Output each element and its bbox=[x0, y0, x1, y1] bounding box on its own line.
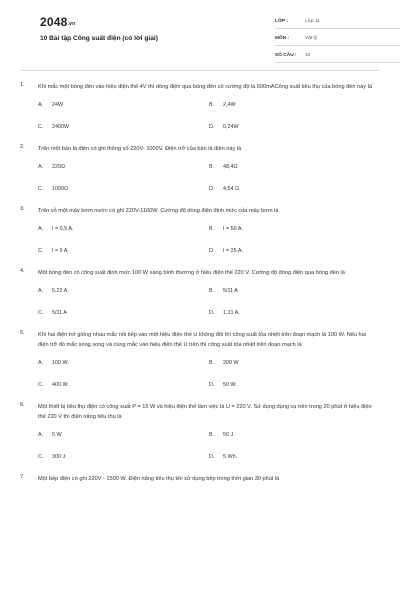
option-text: 50 J. bbox=[223, 432, 235, 438]
question bbox=[20, 402, 380, 464]
question-number: 7. bbox=[20, 474, 25, 480]
option-letter: C. bbox=[38, 310, 44, 316]
option-text: 5,22 A. bbox=[52, 288, 69, 294]
option-text: I = 25 A. bbox=[223, 248, 243, 254]
answer-option[interactable] bbox=[38, 182, 209, 196]
answer-option[interactable] bbox=[38, 284, 209, 298]
answer-option[interactable] bbox=[209, 160, 380, 174]
question-number: 2. bbox=[20, 144, 25, 150]
question bbox=[20, 330, 380, 392]
meta-label: LỚP : bbox=[275, 19, 289, 24]
question bbox=[20, 268, 380, 320]
document-title: 10 Bài tập Công suất điện (có lời giải) bbox=[40, 35, 158, 42]
document-meta bbox=[275, 15, 400, 66]
option-letter: A. bbox=[38, 226, 44, 232]
logo-suffix: .vn bbox=[67, 21, 76, 27]
option-text: I = 5 A. bbox=[52, 248, 69, 254]
option-letter: D. bbox=[209, 124, 215, 130]
answer-options bbox=[38, 284, 380, 320]
question-text: Khi mắc một bóng đèn vào hiệu điện thế 4V thì dòng điện qua bóng đèn có cường độ là 600mACông suất tiêu thụ của bóng đèn này là bbox=[38, 84, 372, 90]
option-letter: B. bbox=[209, 360, 215, 366]
option-text: I = 0,5 A. bbox=[52, 226, 74, 232]
answer-option[interactable] bbox=[38, 450, 209, 464]
answer-option[interactable] bbox=[38, 356, 209, 370]
answer-options bbox=[38, 98, 380, 134]
question-text: Một bóng đèn có công suất định mức 100 W sáng bình thường ở hiệu điện thế 220 V. Cường độ dòng điện qua bóng đèn là bbox=[38, 270, 345, 276]
option-letter: C. bbox=[38, 186, 44, 192]
option-letter: D. bbox=[209, 310, 215, 316]
option-letter: B. bbox=[209, 226, 215, 232]
answer-option[interactable] bbox=[209, 450, 380, 464]
option-text: 24W bbox=[52, 102, 64, 108]
option-text: 50 W. bbox=[223, 382, 237, 388]
option-text: 200 W bbox=[223, 360, 239, 366]
question-text: Khi hai điện trở giống nhau mắc nối tiếp vào một hiệu điện thế U không đổi thì công suất tỏa nhiệt trên đoạn mạch là 100 W. Nếu hai điện trở đó mắc song song và cùng mắc vào hiệu điện thế U trên thì công suất tỏa nhiệt trên đoạn mạch là bbox=[38, 332, 367, 348]
option-text: 400 W. bbox=[52, 382, 69, 388]
option-text: 5 Wh. bbox=[223, 454, 238, 460]
question-text: Trên một bàn là điện có ghi thông số 220V- 1000V. Điện trở của bàn là điện này là bbox=[38, 146, 242, 152]
option-text: 2,4W bbox=[223, 102, 236, 108]
option-text: 1,21 A. bbox=[223, 310, 240, 316]
answer-option[interactable] bbox=[38, 160, 209, 174]
answer-option[interactable] bbox=[209, 428, 380, 442]
option-text: 5/11 A bbox=[223, 288, 238, 294]
option-text: 5/11 A bbox=[52, 310, 67, 316]
option-letter: D. bbox=[209, 248, 215, 254]
logo-text: 2048 bbox=[40, 15, 68, 29]
option-letter: D. bbox=[209, 382, 215, 388]
question-text: Một bếp điện có ghi 220V - 1500 W. Điện năng tiêu thụ khi sử dụng bếp trong thời gian 30 phút là bbox=[38, 476, 280, 482]
question-text: Một thiết bị tiêu thụ điện có công suất P = 15 W và hiệu điện thế làm việc là U = 220 V. Sử dụng dụng cụ trên trong 20 phút ở hiệu điện thế 220 V thì điện năng tiêu thụ là bbox=[38, 404, 372, 420]
answer-option[interactable] bbox=[209, 284, 380, 298]
option-text: 220Ω bbox=[52, 164, 66, 170]
answer-option[interactable] bbox=[38, 120, 209, 134]
option-text: 4,54 Ω. bbox=[223, 186, 241, 192]
answer-option[interactable] bbox=[209, 306, 380, 320]
option-letter: C. bbox=[38, 382, 44, 388]
option-letter: B. bbox=[209, 164, 215, 170]
answer-options bbox=[38, 160, 380, 196]
meta-value: Lớp 11 bbox=[305, 19, 320, 24]
option-letter: A. bbox=[38, 432, 44, 438]
answer-option[interactable] bbox=[209, 98, 380, 112]
meta-label: MÔN : bbox=[275, 36, 290, 41]
answer-option[interactable] bbox=[209, 356, 380, 370]
meta-value: 10 bbox=[305, 53, 311, 58]
header-divider bbox=[20, 70, 380, 71]
question-text: Trên vỏ một máy bơm nước có ghi 220V-1100W. Cường độ dòng điện định mức của máy bơm là bbox=[38, 208, 279, 214]
question-list bbox=[20, 82, 380, 494]
question-number: 4. bbox=[20, 268, 25, 274]
meta-value: Vật lý bbox=[305, 36, 317, 41]
option-text: I = 50 A. bbox=[223, 226, 243, 232]
meta-label: SỐ CÂU : bbox=[275, 53, 297, 58]
option-text: 5 W. bbox=[52, 432, 63, 438]
site-logo[interactable] bbox=[40, 15, 75, 29]
answer-option[interactable] bbox=[209, 222, 380, 236]
question bbox=[20, 474, 380, 484]
answer-options bbox=[38, 428, 380, 464]
meta-row-count bbox=[275, 49, 400, 63]
question bbox=[20, 206, 380, 258]
meta-row-subject bbox=[275, 32, 400, 46]
answer-option[interactable] bbox=[38, 222, 209, 236]
answer-option[interactable] bbox=[38, 244, 209, 258]
option-letter: A. bbox=[38, 360, 44, 366]
answer-option[interactable] bbox=[38, 428, 209, 442]
option-letter: D. bbox=[209, 186, 215, 192]
option-letter: A. bbox=[38, 164, 44, 170]
question-number: 3. bbox=[20, 206, 25, 212]
option-letter: C. bbox=[38, 248, 44, 254]
answer-option[interactable] bbox=[209, 120, 380, 134]
question-number: 6. bbox=[20, 402, 25, 408]
option-text: 100 W. bbox=[52, 360, 69, 366]
question bbox=[20, 144, 380, 196]
meta-row-class bbox=[275, 15, 400, 29]
option-letter: C. bbox=[38, 124, 44, 130]
answer-option[interactable] bbox=[209, 182, 380, 196]
question-number: 5. bbox=[20, 330, 25, 336]
option-letter: D. bbox=[209, 454, 215, 460]
document-header bbox=[20, 0, 380, 62]
answer-options bbox=[38, 222, 380, 258]
option-letter: B. bbox=[209, 102, 215, 108]
question-number: 1. bbox=[20, 82, 25, 88]
option-text: 300 J. bbox=[52, 454, 67, 460]
option-letter: C. bbox=[38, 454, 44, 460]
answer-option[interactable] bbox=[38, 306, 209, 320]
option-letter: A. bbox=[38, 288, 44, 294]
answer-option[interactable] bbox=[209, 244, 380, 258]
option-text: 48,4Ω bbox=[223, 164, 238, 170]
option-letter: B. bbox=[209, 432, 215, 438]
answer-option[interactable] bbox=[209, 378, 380, 392]
option-letter: B. bbox=[209, 288, 215, 294]
option-letter: A. bbox=[38, 102, 44, 108]
answer-option[interactable] bbox=[38, 98, 209, 112]
question bbox=[20, 82, 380, 134]
option-text: 0,24W bbox=[223, 124, 239, 130]
option-text: 1000Ω bbox=[52, 186, 69, 192]
answer-option[interactable] bbox=[38, 378, 209, 392]
option-text: 2400W bbox=[52, 124, 70, 130]
answer-options bbox=[38, 356, 380, 392]
